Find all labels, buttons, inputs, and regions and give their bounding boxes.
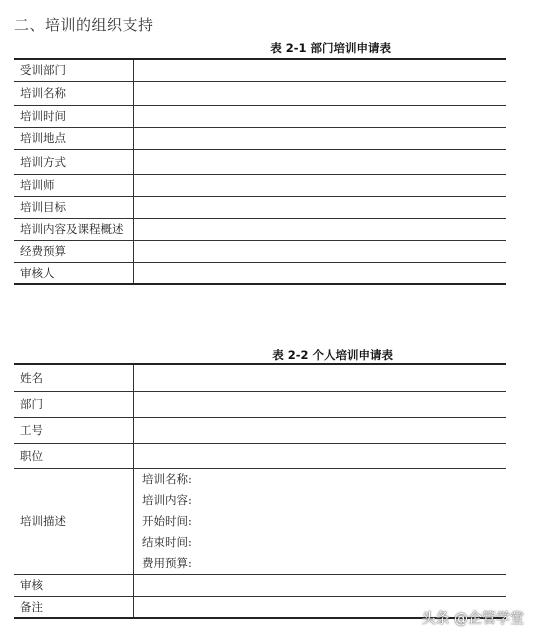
form-field (134, 127, 507, 149)
form-label: 部门 (14, 391, 134, 417)
form-label: 姓名 (14, 364, 134, 391)
table1-caption: 表 2-1 部门培训申请表 (270, 41, 391, 55)
form-field (134, 105, 507, 127)
form-label: 受训部门 (14, 59, 134, 81)
description-item: 培训内容: (142, 492, 192, 507)
description-item: 费用预算: (142, 555, 192, 570)
form-label: 培训地点 (14, 127, 134, 149)
form-label: 工号 (14, 417, 134, 443)
form-label: 培训描述 (14, 468, 134, 574)
watermark: 头条 @企管学堂 (421, 611, 524, 627)
form-label: 备注 (14, 596, 134, 618)
form-label: 审核人 (14, 262, 134, 284)
form-label: 培训师 (14, 174, 134, 196)
form-field (134, 417, 507, 443)
form-label: 培训内容及课程概述 (14, 218, 134, 240)
form-label: 培训名称 (14, 81, 134, 105)
personal-training-form (14, 363, 506, 619)
training-description-field (134, 468, 507, 574)
description-item: 结束时间: (142, 534, 192, 549)
form-field (134, 149, 507, 174)
form-label: 培训时间 (14, 105, 134, 127)
description-item: 培训名称: (142, 471, 192, 486)
form-label: 培训目标 (14, 196, 134, 218)
form-label: 审核 (14, 574, 134, 596)
table2-caption: 表 2-2 个人培训申请表 (272, 348, 393, 362)
form-label: 经费预算 (14, 240, 134, 262)
form-field (134, 262, 507, 284)
form-field (134, 240, 507, 262)
form-label: 职位 (14, 443, 134, 468)
form-label: 培训方式 (14, 149, 134, 174)
form-field (134, 81, 507, 105)
department-training-form (14, 58, 506, 285)
form-field (134, 196, 507, 218)
form-field (134, 364, 507, 391)
form-field (134, 174, 507, 196)
form-field (134, 574, 507, 596)
form-field (134, 218, 507, 240)
form-field (134, 391, 507, 417)
form-field (134, 59, 507, 81)
section-heading: 二、培训的组织支持 (14, 16, 154, 34)
description-item: 开始时间: (142, 513, 192, 528)
form-field (134, 443, 507, 468)
